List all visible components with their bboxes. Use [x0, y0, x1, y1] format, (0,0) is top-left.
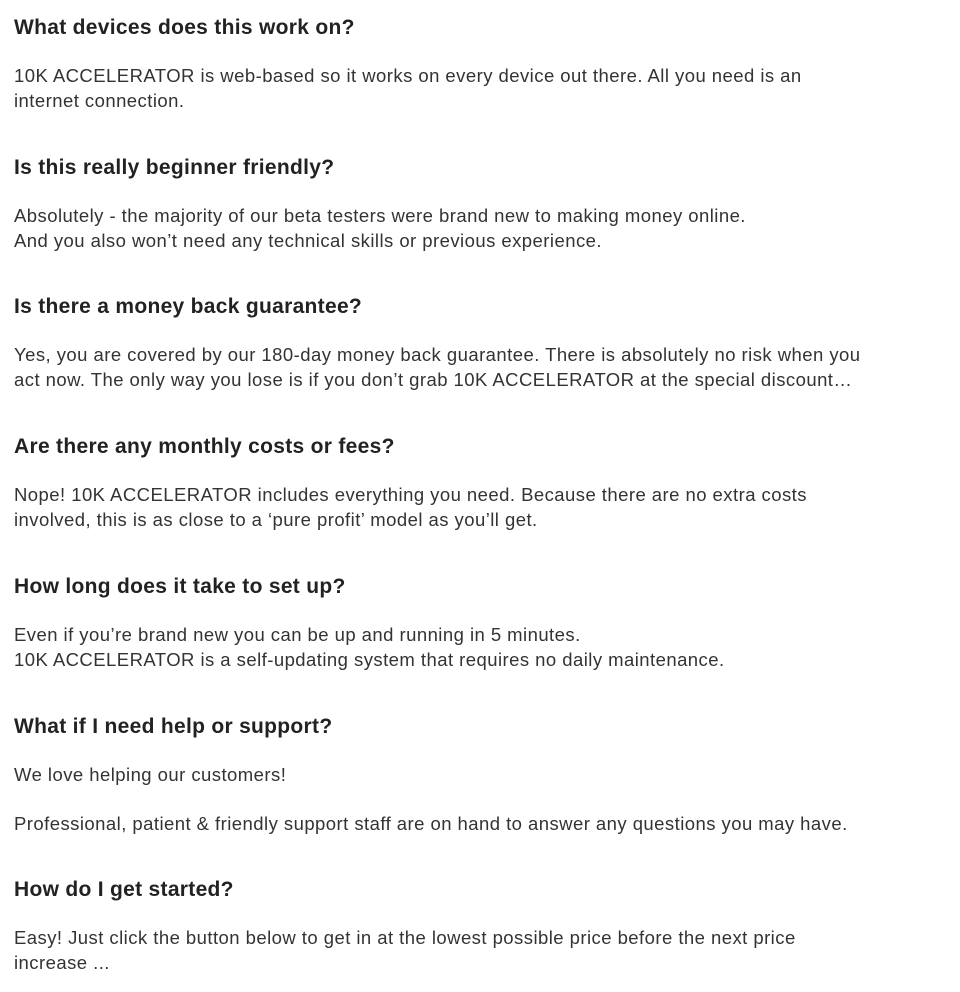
answer-line: And you also won’t need any technical skills or previous experience. [14, 230, 602, 251]
answer-line: Yes, you are covered by our 180-day money back guarantee. There is absolutely no risk when you [14, 344, 861, 365]
faq-answer [14, 925, 944, 975]
faq-item-guarantee [14, 294, 944, 392]
answer-line: increase ... [14, 952, 110, 973]
faq-item-costs [14, 434, 944, 532]
answer-line: 10K ACCELERATOR is web-based so it works on every device out there. All you need is an [14, 65, 802, 86]
answer-line: 10K ACCELERATOR is a self-updating system that requires no daily maintenance. [14, 649, 725, 670]
faq-answer [14, 203, 944, 253]
faq-answer [14, 63, 944, 113]
faq-question: How do I get started? [14, 878, 234, 901]
faq-question: Is this really beginner friendly? [14, 156, 335, 179]
answer-line: involved, this is as close to a ‘pure profit’ model as you’ll get. [14, 509, 538, 530]
faq-question: How long does it take to set up? [14, 575, 346, 598]
answer-line: act now. The only way you lose is if you don’t grab 10K ACCELERATOR at the special discount… [14, 369, 853, 390]
paragraph-gap [14, 787, 944, 811]
answer-line: internet connection. [14, 90, 185, 111]
faq-item-setup [14, 574, 944, 672]
faq-item-devices [14, 15, 944, 113]
faq-question: Is there a money back guarantee? [14, 295, 363, 318]
answer-line: Easy! Just click the button below to get in at the lowest possible price before the next price [14, 927, 796, 948]
faq-answer [14, 482, 944, 532]
faq-question: What devices does this work on? [14, 16, 355, 39]
faq-item-support [14, 714, 944, 836]
answer-line: Absolutely - the majority of our beta testers were brand new to making money online. [14, 205, 746, 226]
answer-line: Even if you’re brand new you can be up and running in 5 minutes. [14, 624, 581, 645]
answer-line: We love helping our customers! [14, 764, 287, 785]
answer-line: Nope! 10K ACCELERATOR includes everything you need. Because there are no extra costs [14, 484, 807, 505]
faq-answer [14, 622, 944, 672]
faq-question: What if I need help or support? [14, 715, 333, 738]
faq-answer [14, 342, 944, 392]
faq-item-beginner [14, 155, 944, 253]
faq-answer [14, 762, 944, 836]
faq-item-get-started [14, 877, 944, 975]
faq-question: Are there any monthly costs or fees? [14, 435, 395, 458]
answer-line: Professional, patient & friendly support staff are on hand to answer any questions you may have. [14, 813, 848, 834]
